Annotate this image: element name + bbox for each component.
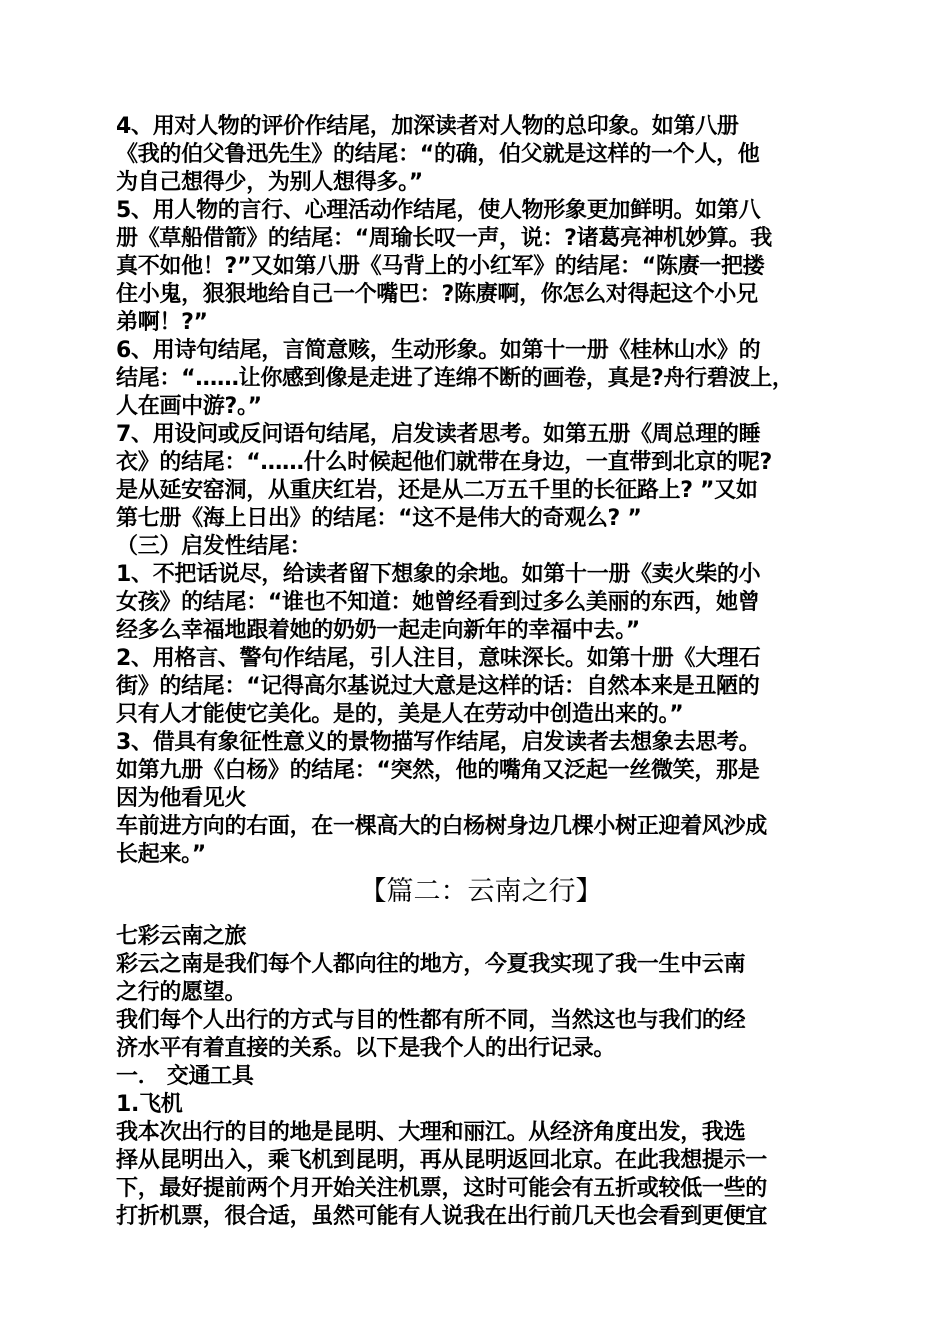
text-line: 7、用设问或反问语句结尾，启发读者思考。如第五册《周总理的睡 — [116, 422, 761, 447]
text-line: 是从延安窑洞，从重庆红岩，还是从二万五千里的长征路上? ”又如 — [116, 478, 758, 503]
text-line: 《我的伯父鲁迅先生》的结尾：“的确，伯父就是这样的一个人，他 — [116, 142, 760, 167]
text-line: 册《草船借箭》的结尾：“周瑜长叹一声，说：?诸葛亮神机妙算。我 — [116, 226, 772, 251]
text-line: 街》的结尾：“记得高尔基说过大意是这样的话：自然本来是丑陋的 — [116, 674, 760, 699]
section-one — [116, 113, 846, 869]
subsection-heading: （三）启发性结尾： — [116, 534, 312, 559]
subsection-heading: 1.飞机 — [116, 1092, 183, 1117]
text-line: 4、用对人物的评价作结尾，加深读者对人物的总印象。如第八册 — [116, 114, 739, 139]
text-line: 5、用人物的言行、心理活动作结尾，使人物形象更加鲜明。如第八 — [116, 198, 761, 223]
text-line: 只有人才能使它美化。是的，美是人在劳动中创造出来的。” — [116, 702, 684, 727]
text-line: 济水平有着直接的关系。以下是我个人的出行记录。 — [116, 1036, 616, 1061]
text-line: 人在画中游?。” — [116, 394, 262, 419]
text-line: 女孩》的结尾：“谁也不知道：她曾经看到过多么美丽的东西，她曾 — [116, 590, 760, 615]
text-line: 彩云之南是我们每个人都向往的地方，今夏我实现了我一生中云南 — [116, 952, 746, 977]
text-line: 我本次出行的目的地是昆明、大理和丽江。从经济角度出发，我选 — [116, 1120, 746, 1145]
text-line: 如第九册《白杨》的结尾：“突然，他的嘴角又泛起一丝微笑，那是 — [116, 758, 760, 783]
text-line: 下，最好提前两个月开始关注机票，这时可能会有五折或较低一些的 — [116, 1176, 768, 1201]
text-line: 第七册《海上日出》的结尾：“这不是伟大的奇观么? ” — [116, 506, 642, 531]
text-line: 弟啊！?” — [116, 310, 208, 335]
text-line: 因为他看见火 — [116, 786, 247, 811]
section-two — [116, 923, 846, 1231]
text-line: 打折机票，很合适，虽然可能有人说我在出行前几天也会看到更便宜 — [116, 1204, 768, 1229]
text-line: 3、借具有象征性意义的景物描写作结尾，启发读者去想象去思考。 — [116, 730, 761, 755]
text-line: 为自己想得少，为别人想得多。” — [116, 170, 423, 195]
subsection-heading: 一． 交通工具 — [116, 1064, 254, 1089]
text-line: 6、用诗句结尾，言简意赅，生动形象。如第十一册《桂林山水》的 — [116, 338, 761, 363]
document-page — [116, 113, 846, 1231]
text-line: 我们每个人出行的方式与目的性都有所不同，当然这也与我们的经 — [116, 1008, 746, 1033]
article-title: 七彩云南之旅 — [116, 924, 247, 949]
text-line: 之行的愿望。 — [116, 980, 247, 1005]
text-line: 2、用格言、警句作结尾，引人注目，意味深长。如第十册《大理石 — [116, 646, 761, 671]
text-line: 车前进方向的右面，在一棵高大的白杨树身边几棵小树正迎着风沙成 — [116, 814, 768, 839]
text-line: 住小鬼，狠狠地给自己一个嘴巴：?陈赓啊，你怎么对得起这个小兄 — [116, 282, 758, 307]
section-title: 【篇二：云南之行】 — [359, 876, 603, 907]
text-line: 结尾：“……让你感到像是走进了连绵不断的画卷，真是?舟行碧波上， — [116, 366, 794, 391]
text-line: 经多么幸福地跟着她的奶奶一起走向新年的幸福中去。” — [116, 618, 640, 643]
text-line: 真不如他！?”又如第八册《马背上的小红军》的结尾：“陈赓一把搂 — [116, 254, 765, 279]
text-line: 长起来。” — [116, 842, 206, 867]
text-line: 衣》的结尾：“……什么时候起他们就带在身边，一直带到北京的呢? — [116, 450, 772, 475]
text-line: 1、不把话说尽，给读者留下想象的余地。如第十一册《卖火柴的小 — [116, 562, 761, 587]
text-line: 择从昆明出入，乘飞机到昆明，再从昆明返回北京。在此我想提示一 — [116, 1148, 768, 1173]
